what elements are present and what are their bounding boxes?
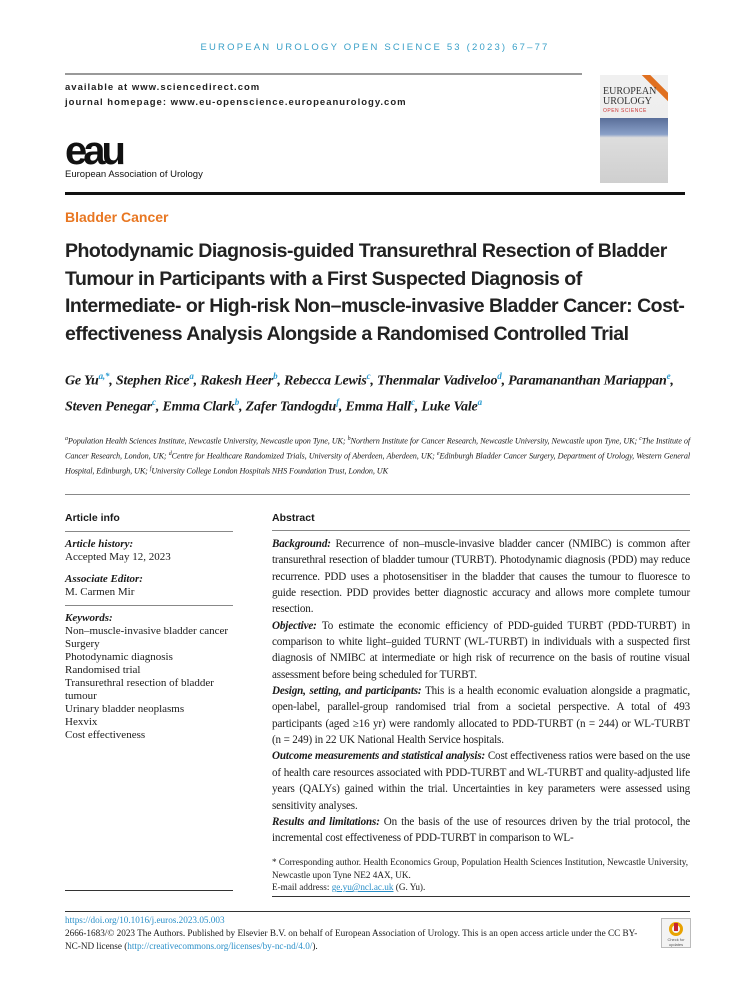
check-label: Check for updates bbox=[667, 937, 685, 947]
abstract-paragraph bbox=[272, 536, 690, 618]
divider bbox=[65, 890, 233, 891]
keyword: Cost effectiveness bbox=[65, 729, 146, 741]
affiliation: Northern Institute for Cancer Research, Newcastle University, Newcastle upon Tyne, UK; bbox=[350, 436, 638, 446]
abstract-text: Cost effectiveness ratios were based on the use of health care resources associated with PDD-TURBT and WL-TURBT and quality-adjusted life years (QALYs) gained within the trial. Uncertainties in key parameters were assessed using sensitivity analyses. bbox=[272, 750, 691, 812]
logo-mark: eau bbox=[65, 129, 122, 173]
affiliation: The Institute of Cancer Research, London, UK; bbox=[65, 436, 690, 461]
affiliation-mark: c bbox=[639, 436, 642, 442]
article-info-heading: Article info bbox=[65, 512, 120, 524]
bookmark-icon bbox=[669, 922, 683, 936]
keyword: Non–muscle-invasive bladder cancer bbox=[65, 625, 229, 637]
keyword: Surgery bbox=[65, 638, 100, 650]
author: Rebecca Lewis bbox=[284, 373, 367, 389]
keyword: Hexvix bbox=[65, 716, 98, 728]
author-affiliation-mark: c bbox=[152, 397, 156, 408]
abstract-paragraph bbox=[272, 618, 690, 683]
divider bbox=[272, 896, 690, 897]
email-link[interactable]: ge.yu@ncl.ac.uk bbox=[331, 882, 394, 892]
keyword: Transurethral resection of bladder tumour bbox=[65, 677, 214, 702]
keywords-label: Keywords: bbox=[65, 612, 113, 624]
keyword: Photodynamic diagnosis bbox=[65, 651, 173, 663]
journal-homepage: journal homepage: www.eu-openscience.europeanurology.com bbox=[65, 97, 407, 108]
affiliation-mark: e bbox=[436, 451, 440, 458]
abstract-paragraph bbox=[272, 683, 690, 748]
editor-label: Associate Editor: bbox=[65, 573, 143, 585]
cover-subtitle: OPEN SCIENCE bbox=[603, 108, 647, 114]
doi-link[interactable]: https://doi.org/10.1016/j.euros.2023.05.003 bbox=[65, 915, 225, 925]
divider bbox=[65, 494, 690, 495]
author-affiliation-mark: c bbox=[366, 371, 371, 381]
abstract-heading: Abstract bbox=[272, 512, 315, 524]
license-suffix: ). bbox=[312, 941, 318, 951]
article-info bbox=[65, 512, 233, 742]
author-list: Ge $Yu^{a,*}$, Stephen Rice$^a$, Rakesh Heer$^b$, Rebecca Lewis$^c$, Thenmalar Vadiveloo$^d$, Paramananthan Mariappan$^e$, Steven Penegar$^c$, Emma Clark$^b$, Zafer Tandogdu$^f$, Emma Hall$^c$, Luke Vale$^a$ bbox=[65, 371, 674, 415]
header-rule bbox=[65, 192, 685, 195]
author-affiliation-mark: b bbox=[273, 371, 278, 381]
abstract-label: Outcome measurements and statistical analysis: bbox=[272, 750, 486, 763]
license-text: 2666-1683/© 2023 The Authors. Published by Elsevier B.V. on behalf of European Association of Urology. This is an open access article under the CC BY-NC-ND license ( bbox=[65, 928, 638, 951]
email-label: E-mail address: bbox=[272, 882, 330, 892]
author: Emma Clark bbox=[162, 399, 235, 415]
footnote bbox=[272, 856, 690, 894]
email-suffix: (G. Yu). bbox=[395, 882, 426, 892]
abstract-paragraph bbox=[272, 748, 690, 813]
author-affiliation-mark: c bbox=[411, 397, 415, 408]
license-link[interactable]: http://creativecommons.org/licenses/by-nc-nd/4.0/ bbox=[127, 941, 313, 951]
author: Ge Yu bbox=[65, 373, 99, 389]
abstract-text: On the basis of the use of resources driven by the trial protocol, the incremental cost effectiveness of PDD-TURBT in comparison to WL- bbox=[272, 815, 690, 845]
abstract-label: Background: bbox=[272, 538, 331, 550]
affiliation: Edinburgh Bladder Cancer Surgery, Department of Urology, Western General Hospital, Edinburgh, UK; bbox=[65, 451, 690, 477]
abstract-text: This is a health economic evaluation alongside a pragmatic, open-label, parallel-group randomised trial from a societal perspective. A total of 493 participants (aged ≥16 yr) were randomly allocated to PDD-TURBT (n = 244) or WL-TURBT (n = 249) in 22 UK National Health Service hospitals. bbox=[272, 685, 690, 747]
abstract-label: Design, setting, and participants: bbox=[272, 685, 422, 698]
author-affiliation-mark: f bbox=[336, 397, 339, 408]
article-title: Photodynamic Diagnosis-guided Transurethral Resection of Bladder Tumour in Participants with a First Suspected Diagnosis of Intermediate- or High-risk Non–muscle-invasive Bladder Cancer: Cost-effectiveness Analysis Alongside a Randomised Controlled Trial bbox=[65, 240, 685, 345]
journal-cover bbox=[600, 75, 668, 183]
history-label: Article history: bbox=[65, 538, 134, 550]
author-affiliation-mark: b bbox=[234, 397, 240, 408]
author: Thenmalar Vadiveloo bbox=[376, 373, 498, 389]
author-affiliation-mark: d bbox=[497, 371, 502, 381]
affiliation-mark: f bbox=[149, 466, 152, 473]
divider bbox=[65, 911, 690, 912]
editor: M. Carmen Mir bbox=[65, 586, 135, 598]
affiliations bbox=[65, 433, 690, 479]
keyword: Urinary bladder neoplasms bbox=[65, 703, 185, 715]
abstract-label: Results and limitations: bbox=[272, 815, 380, 828]
author-affiliation-mark: a bbox=[477, 397, 482, 408]
abstract-label: Objective: bbox=[272, 619, 317, 632]
author: Luke Vale bbox=[421, 399, 478, 415]
author: Stephen Rice bbox=[115, 373, 190, 389]
author-affiliation-mark: a,* bbox=[98, 371, 110, 381]
check-for-updates-button[interactable] bbox=[661, 918, 691, 948]
affiliation-mark: b bbox=[347, 436, 351, 442]
divider bbox=[65, 73, 582, 75]
affiliation: Population Health Sciences Institute, Newcastle University, Newcastle upon Tyne, UK; bbox=[67, 436, 346, 446]
divider bbox=[272, 530, 690, 531]
license bbox=[65, 927, 645, 953]
author-affiliation-mark: a bbox=[189, 371, 194, 381]
eau-logo bbox=[65, 129, 203, 180]
logo-name: European Association of Urology bbox=[65, 169, 203, 180]
author: Paramananthan Mariappan bbox=[508, 373, 667, 389]
abstract-text: To estimate the economic efficiency of PDD-guided TURBT (PDD-TURBT) in comparison to white light–guided TURNT (WL-TURBT) in individuals with a suspected first diagnosis of NMIBC at intermediate or high risk of recurrence on the basis of routine visual assessment before being scheduled for TURBT. bbox=[272, 619, 690, 681]
section-label: Bladder Cancer bbox=[65, 209, 169, 225]
author: Zafer Tandogdu bbox=[245, 399, 337, 415]
abstract-paragraph bbox=[272, 814, 690, 847]
author: Rakesh Heer bbox=[200, 373, 274, 389]
author: Emma Hall bbox=[345, 399, 411, 415]
author-affiliation-mark: e bbox=[666, 371, 671, 381]
running-header: EUROPEAN UROLOGY OPEN SCIENCE 53 (2023) 67–77 bbox=[200, 42, 550, 53]
abstract bbox=[272, 512, 690, 847]
affiliation-mark: d bbox=[168, 451, 172, 458]
keywords bbox=[65, 625, 233, 742]
history: Accepted May 12, 2023 bbox=[65, 551, 171, 563]
affiliation: University College London Hospitals NHS Foundation Trust, London, UK bbox=[151, 467, 388, 477]
affiliation: Centre for Healthcare Randomized Trials, University of Aberdeen, Aberdeen, UK; bbox=[171, 451, 435, 461]
corresponding-author: * Corresponding author. Health Economics Group, Population Health Sciences Institution, Newcastle University, Newcastle upon Tyne NE2 4AX, UK. bbox=[272, 857, 689, 880]
keyword: Randomised trial bbox=[65, 664, 141, 676]
cover-title: EUROPEAN UROLOGY bbox=[603, 86, 657, 107]
available-at: available at www.sciencedirect.com bbox=[65, 82, 261, 93]
author: Steven Penegar bbox=[65, 399, 153, 415]
affiliation-mark: a bbox=[65, 436, 68, 442]
abstract-text: Recurrence of non–muscle-invasive bladder cancer (NMIBC) is common after transurethral resection of bladder tumour (TURBT). Photodynamic diagnosis (PDD) may reduce recurrence. PDD uses a photosensitiser in the bladder that causes the tumour to fluoresce to guide resection. PDD provides better diagnostic accuracy and allows more complete tumour resection. bbox=[272, 538, 690, 616]
